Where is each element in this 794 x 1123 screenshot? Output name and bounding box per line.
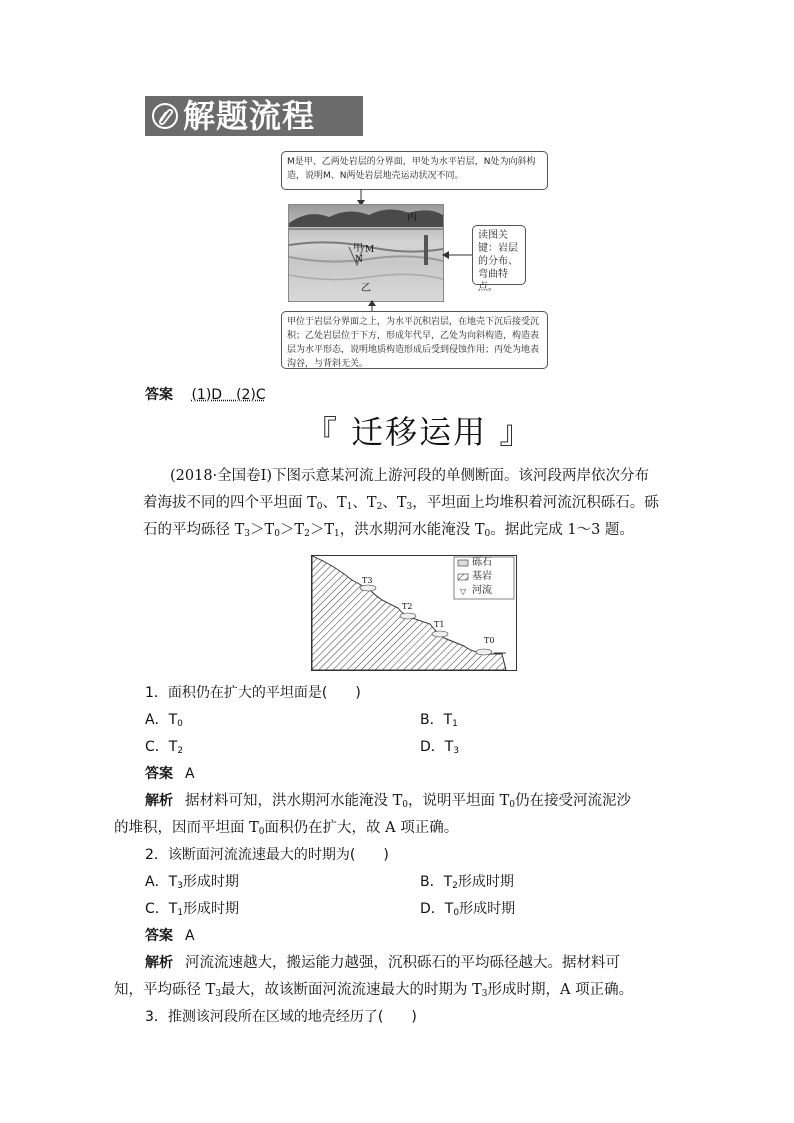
q2-option-b[interactable]: B．$T_2$形成时期 xyxy=(420,874,514,891)
q2-analysis-line-2: 知，平均砾径 $T_3$最大，故该断面河流流速最大的时期为 $T_3$形成时期，A 项正确。 xyxy=(114,982,634,999)
legend-bedrock: 基岩 xyxy=(472,571,492,582)
legend-river: 河流 xyxy=(472,585,492,596)
q2-option-c[interactable]: C．$T_1$形成时期 xyxy=(145,901,240,918)
strata-photo xyxy=(288,204,444,302)
answer-label: 答案 xyxy=(145,387,173,403)
intro-line-3: 石的平均砾径 $T_3>T_0>T_2>T_1$，洪水期河水能淹没 $T_0$。据此完成 1～3 题。 xyxy=(143,522,634,539)
intro-line-1: (2018·全国卷Ⅰ)下图示意某河流上游河段的单侧断面。该河段两岸依次分布 xyxy=(170,468,650,484)
label-yi: 乙 xyxy=(361,283,371,294)
bottom-note-text: 甲位于岩层分界面之上，为水平沉积岩层，在地壳下沉后接受沉积；乙处岩层位于下方，形成年代早，乙处为向斜构造，构造表层为水平形态，说明地质构造形成后受到侵蚀作用；丙处为地表沟谷，与背斜无关。 xyxy=(287,317,540,369)
section-banner xyxy=(145,96,363,136)
label-n: N xyxy=(355,255,363,265)
left-arrow-icon xyxy=(442,250,472,260)
river-cross-section-diagram xyxy=(311,555,517,671)
side-note-text: 读图关键：岩层的分布、弯曲特点。 xyxy=(478,230,518,293)
answer-text: (1)D (2)C xyxy=(191,387,266,403)
label-m: M xyxy=(365,245,375,255)
q1-option-d[interactable]: D．$T_3$ xyxy=(420,739,460,756)
banner-title: 解题流程 xyxy=(183,97,316,135)
q1-answer: 答案 A xyxy=(145,766,195,782)
q2-option-a[interactable]: A．$T_3$形成时期 xyxy=(145,874,239,891)
top-note xyxy=(281,151,548,190)
intro-line-2: 着海拔不同的四个平坦面 $T_0$、$T_1$、$T_2$、$T_3$，平坦面上均堆积着河流沉积砾石。砾 xyxy=(143,495,659,512)
terrace-t3: T3 xyxy=(362,576,373,585)
section-title: 『 迁移运用 』 xyxy=(305,413,534,451)
q1-option-c[interactable]: C．$T_2$ xyxy=(145,739,184,756)
label-bing: 丙 xyxy=(407,212,417,223)
q3-stem: 3．推测该河段所在区域的地壳经历了( ) xyxy=(145,1009,417,1025)
bottom-note xyxy=(281,311,548,369)
q1-option-b[interactable]: B．$T_1$ xyxy=(420,712,458,729)
terrace-t1: T1 xyxy=(434,620,445,629)
legend-gravel: 砾石 xyxy=(472,557,492,568)
q2-stem: 2．该断面河流流速最大的时期为( ) xyxy=(145,847,389,863)
q2-option-d[interactable]: D．$T_0$形成时期 xyxy=(420,901,516,918)
side-note xyxy=(472,225,526,293)
svg-text:▽: ▽ xyxy=(460,587,467,596)
terrace-t0: T0 xyxy=(484,636,495,645)
q1-option-a[interactable]: A．$T_0$ xyxy=(145,712,183,729)
q2-analysis-line-1: 解析 河流流速越大，搬运能力越强，沉积砾石的平均砾径越大。据材料可 xyxy=(145,955,620,971)
terrace-t2: T2 xyxy=(402,602,413,611)
label-jia: 甲 xyxy=(353,243,363,254)
answer-line-1 xyxy=(145,385,266,405)
q1-analysis-line-1: 解析 据材料可知，洪水期河水能淹没 $T_0$，说明平坦面 $T_0$仍在接受河流泥沙 xyxy=(145,793,632,810)
paperclip-icon xyxy=(151,102,179,130)
q1-stem: 1．面积仍在扩大的平坦面是( ) xyxy=(145,685,361,701)
q2-answer: 答案 A xyxy=(145,928,195,944)
q1-analysis-line-2: 的堆积，因而平坦面 $T_0$面积仍在扩大，故 A 项正确。 xyxy=(114,820,459,837)
top-note-text: M是甲、乙两处岩层的分界面，甲处为水平岩层，N处为向斜构造，说明M、N两处岩层地壳运动状况不同。 xyxy=(287,157,536,181)
